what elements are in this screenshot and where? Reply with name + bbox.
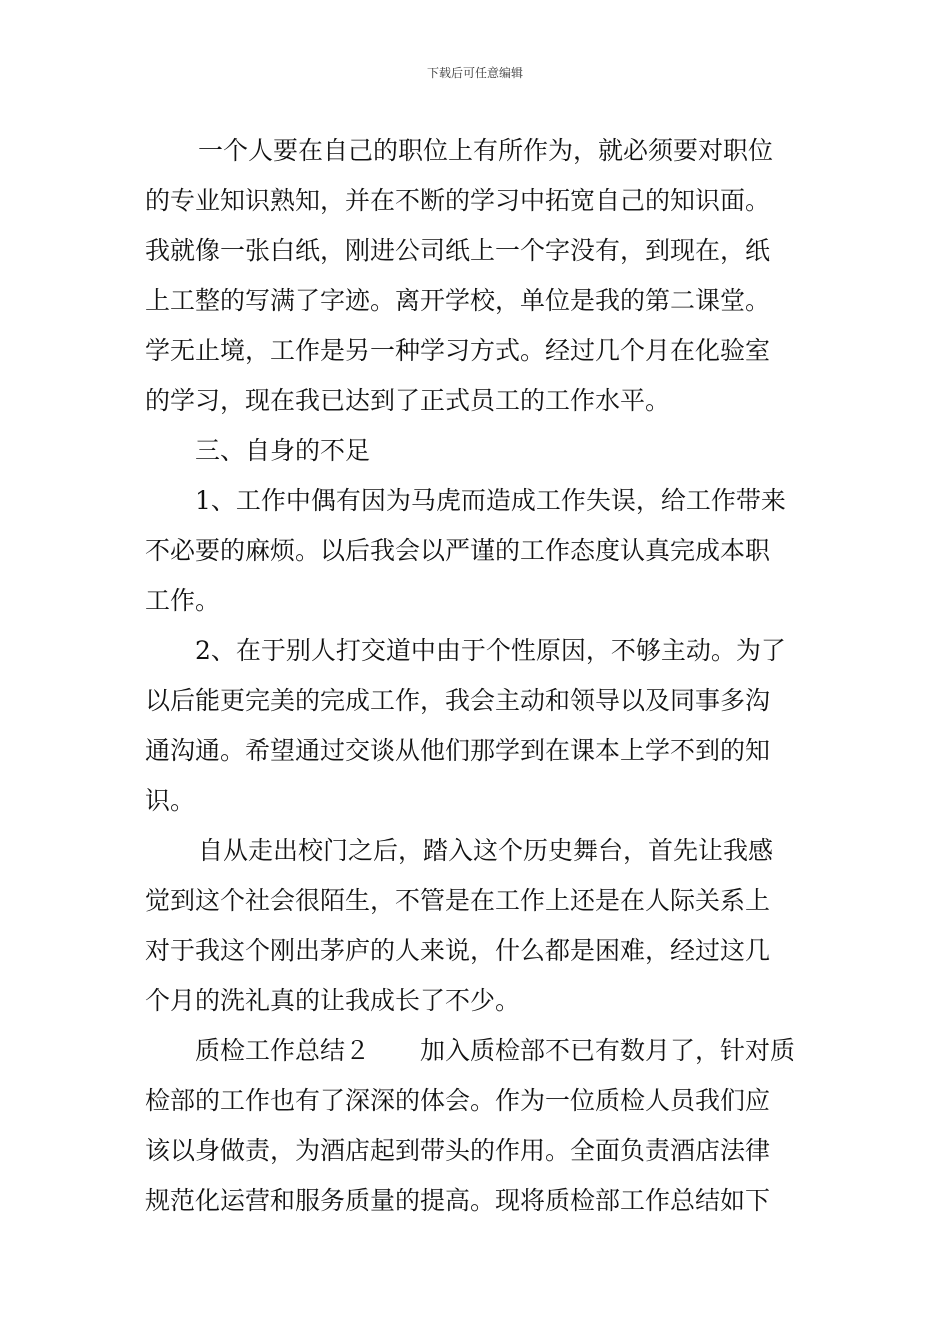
section-text: 加入质检部不已有数月了，针对质 [420,1036,796,1065]
paragraph-skills [145,126,810,426]
text-line [145,1026,810,1076]
text-line: 1、工作中偶有因为马虎而造成工作失误，给工作带来 [195,486,786,515]
text-line: 自从走出校门之后，踏入这个历史舞台，首先让我感 [198,836,774,865]
text-line: 上工整的写满了字迹。离开学校，单位是我的第二课堂。 [145,286,771,315]
text-line: 识。 [145,786,196,815]
text-line: 工作。 [145,586,221,615]
section-title: 质检工作总结２ [195,1036,371,1065]
list-item [145,476,810,626]
text-line: 该以身做责，为酒店起到带头的作用。全面负责酒店法律 [145,1136,771,1165]
text-line: 通沟通。希望通过交谈从他们那学到在课本上学不到的知 [145,736,771,765]
text-line: 觉到这个社会很陌生，不管是在工作上还是在人际关系上 [145,886,771,915]
section-heading: 三、自身的不足 [195,436,371,465]
text-line: 个月的洗礼真的让我成长了不少。 [145,986,521,1015]
section-heading-shortcomings [145,426,810,476]
text-line: 检部的工作也有了深深的体会。作为一位质检人员我们应 [145,1086,771,1115]
text-line: 不必要的麻烦。以后我会以严谨的工作态度认真完成本职 [145,536,771,565]
text-line: 规范化运营和服务质量的提高。现将质检部工作总结如下 [145,1186,771,1215]
document-body [145,126,810,1226]
text-line: 2、在于别人打交道中由于个性原因，不够主动。为了 [195,636,786,665]
text-line: 一个人要在自己的职位上有所作为，就必须要对职位 [198,136,774,165]
page-header-note: 下载后可任意编辑 [426,66,523,80]
text-line: 的专业知识熟知，并在不断的学习中拓宽自己的知识面。 [145,186,771,215]
text-line: 我就像一张白纸，刚进公司纸上一个字没有，到现在，纸 [145,236,771,265]
text-line: 学无止境，工作是另一种学习方式。经过几个月在化验室 [145,336,771,365]
list-item [145,626,810,826]
text-line: 的学习，现在我已达到了正式员工的工作水平。 [145,386,671,415]
paragraph-qc-summary [145,1026,810,1226]
text-line: 以后能更完美的完成工作，我会主动和领导以及同事多沟 [145,686,771,715]
paragraph-reflection [145,826,810,1026]
text-line: 对于我这个刚出茅庐的人来说，什么都是困难，经过这几 [145,936,771,965]
